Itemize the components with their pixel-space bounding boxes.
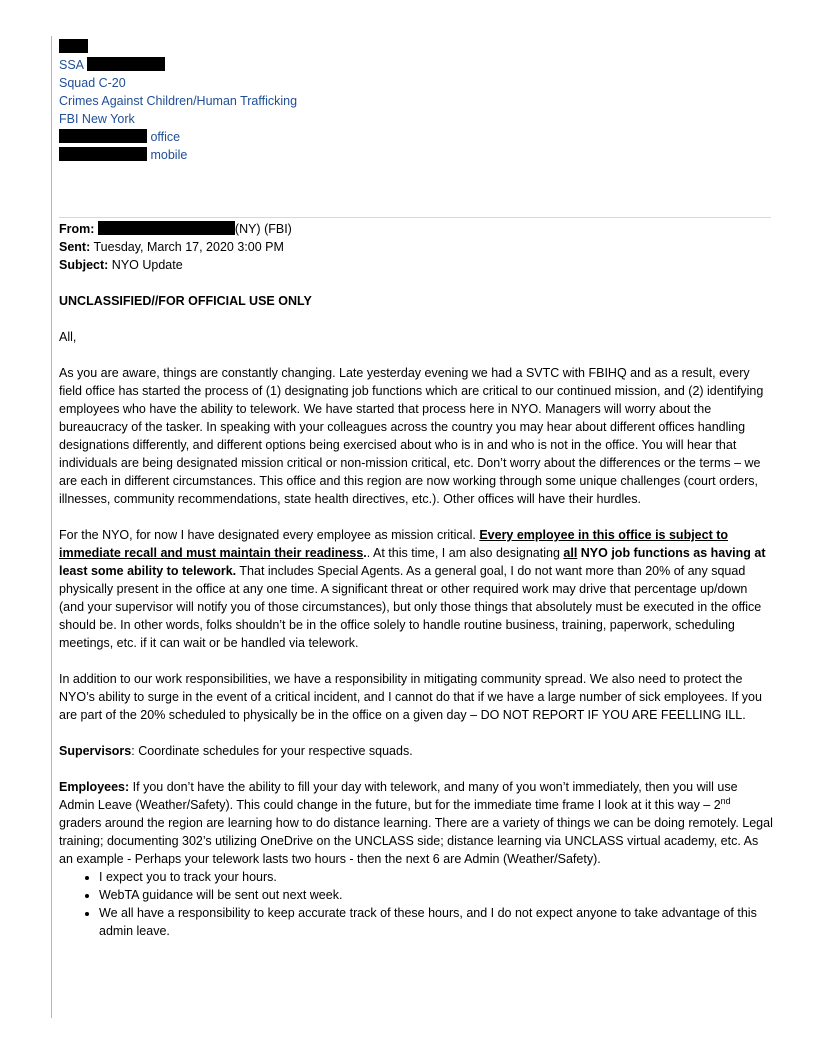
signature-unit: Crimes Against Children/Human Trafficking — [59, 94, 298, 108]
employees-text-a: If you don’t have the ability to fill your day with telework, and many of you won’t immediately, then you will use Admin Leave (Weather/Safety). This could change in the future, but for the immediate time frame I look at it this way – 2 — [59, 780, 738, 812]
from-row — [59, 220, 759, 238]
subject-value: NYO Update — [111, 258, 183, 272]
subject-label: Subject: — [59, 258, 109, 272]
supervisors-paragraph — [59, 742, 773, 760]
subject-row — [59, 256, 759, 274]
p2-all-emphasis: all — [563, 546, 578, 560]
signature-mobile-phone — [59, 146, 297, 164]
signature-redacted-name-line — [59, 38, 297, 56]
redaction-bar — [59, 39, 88, 53]
redaction-bar — [87, 57, 165, 71]
employee-bullet-list — [59, 868, 773, 940]
signature-title-line — [59, 56, 297, 74]
header-divider — [59, 217, 771, 218]
p2-text-a: For the NYO, for now I have designated every employee as mission critical. — [59, 528, 480, 542]
supervisors-label: Supervisors — [59, 744, 132, 758]
redaction-bar — [98, 221, 235, 235]
paragraph-3: In addition to our work responsibilities, we have a responsibility in mitigating community spread. We also need to protect the NYO’s ability to surge in the event of a critical incident, and I cannot do that if we have a large number of sick employees. If you are part of the 20% scheduled to physically be in the office on a given day – DO NOT REPORT IF YOU ARE FEELLING ILL. — [59, 672, 762, 722]
from-label: From: — [59, 222, 95, 236]
p2-text-c: . At this time, I am also designating — [366, 546, 564, 560]
signature-office: FBI New York — [59, 112, 135, 126]
email-body — [59, 292, 773, 940]
p2-period: . — [363, 546, 367, 560]
from-value: (NY) (FBI) — [234, 222, 292, 236]
redaction-bar — [59, 147, 147, 161]
employees-paragraph — [59, 778, 773, 868]
email-header — [59, 220, 759, 274]
signature-office-phone — [59, 128, 297, 146]
greeting: All, — [59, 330, 77, 344]
p2-recall-emphasis: Every employee in this office is subject to immediate recall and must maintain their readiness — [59, 528, 729, 560]
redaction-bar — [59, 129, 147, 143]
list-item: • I expect you to track your hours. — [99, 868, 773, 886]
supervisors-text: : Coordinate schedules for your respective squads. — [131, 744, 413, 758]
p2-text-f: That includes Special Agents. As a general goal, I do not want more than 20% of any squad physically present in the office at any one time. A significant threat or other required work may drive that percentage up/down (and your supervisor will notify you of those circumstances), but only those things that absolutely must be executed in the office should be. In other words, folks shouldn’t be in the office solely to handle routine business, training, paperwork, scheduling meetings, etc. if it can wait or be handled via telework. — [59, 564, 762, 650]
list-item: • WebTA guidance will be sent out next week. — [99, 886, 773, 904]
paragraph-1: As you are aware, things are constantly changing. Late yesterday evening we had a SVTC with FBIHQ and as a result, every field office has started the process of (1) designating job functions which are critical to our continued mission, and (2) identifying employees who have the ability to telework. We have started that process here in NYO. Managers will worry about the bureaucracy of the tasker. In speaking with your colleagues across the country you may hear about different offices handling designations differently, and different options being exercised about who is in and who is not in the office. You will hear that individuals are being designated mission critical or non-mission critical, etc. Don’t worry about the differences or the terms – we are each in different circumstances. This office and this region are now working through some unique challenges (court orders, illnesses, community recommendations, state health directives, etc.). Other offices will have their hurdles. — [59, 366, 764, 506]
paragraph-2 — [59, 526, 773, 652]
sent-label: Sent: — [59, 240, 91, 254]
list-item: • We all have a responsibility to keep accurate track of these hours, and I do not expect anyone to take advantage of this admin leave. — [99, 904, 773, 940]
office-phone-label: office — [150, 130, 181, 144]
sent-row — [59, 238, 759, 256]
signature-squad: Squad C-20 — [59, 76, 126, 90]
sent-value: Tuesday, March 17, 2020 3:00 PM — [93, 240, 284, 254]
p2-telework-emphasis: NYO job functions as having at least some ability to telework. — [59, 546, 766, 578]
ordinal-superscript: nd — [720, 795, 731, 806]
employees-text-b: graders around the region are learning how to do distance learning. There are a variety of things we can be doing remotely. Legal training; documenting 302’s utilizing OneDrive on the UNCLASS side; distance learning via UNCLASS virtual academy, etc. As an example - Perhaps your telework lasts two hours - then the next 6 are Admin (Weather/Safety). — [59, 816, 773, 866]
signature-block — [59, 38, 297, 164]
mobile-phone-label: mobile — [150, 148, 188, 162]
signature-title: SSA — [59, 58, 84, 72]
classification-marking: UNCLASSIFIED//FOR OFFICIAL USE ONLY — [59, 294, 312, 308]
left-margin-rule — [51, 36, 52, 1018]
employees-label: Employees: — [59, 780, 130, 794]
